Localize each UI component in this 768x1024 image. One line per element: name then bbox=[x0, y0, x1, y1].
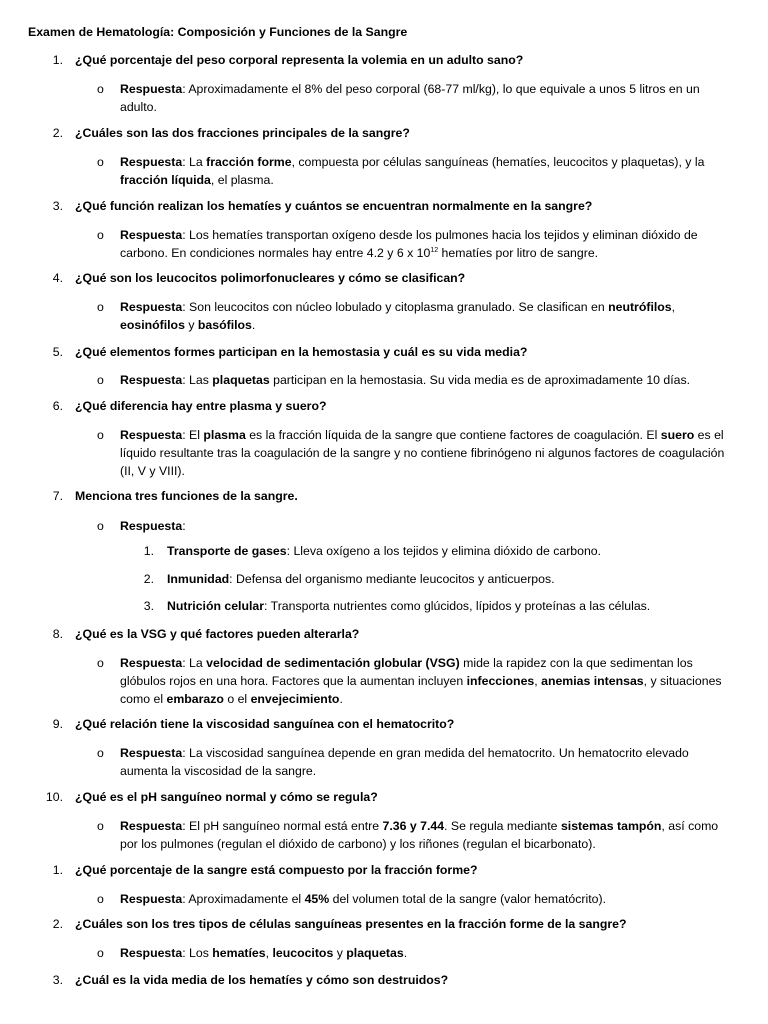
bold-term: plaquetas bbox=[212, 373, 270, 387]
question-text: ¿Cuáles son los tres tipos de células sanguíneas presentes en la fracción forme de la sangre? bbox=[75, 917, 627, 931]
question-number: 3. bbox=[52, 973, 63, 987]
answer-colon: : bbox=[182, 946, 190, 960]
answer-body bbox=[120, 153, 735, 189]
answer-text: hematíes por litro de sangre. bbox=[438, 246, 599, 260]
bold-term: anemias intensas bbox=[541, 674, 644, 688]
bold-term: velocidad de sedimentación globular (VSG) bbox=[206, 656, 460, 670]
question-text: ¿Qué es el pH sanguíneo normal y cómo se regula? bbox=[75, 790, 378, 804]
sub-number: 1. bbox=[143, 544, 154, 558]
answer-text: , y situaciones como el bbox=[120, 674, 722, 706]
answer-body bbox=[120, 298, 735, 334]
answer-text: . bbox=[339, 692, 343, 706]
answer-text: y bbox=[333, 946, 347, 960]
answer-text: Los hematíes transportan oxígeno desde los pulmones hacia los tejidos y eliminan dióxido de carbono. En condiciones normales hay entre 4.2 y 6 x 10 bbox=[120, 228, 698, 260]
bold-term: fracción líquida bbox=[120, 173, 211, 187]
answer-label: Respuesta bbox=[120, 656, 183, 670]
answer-label: Respuesta bbox=[120, 300, 183, 314]
answer-body bbox=[120, 817, 735, 853]
answer-label: Respuesta bbox=[120, 82, 183, 96]
answer-text: , bbox=[265, 946, 273, 960]
answer-text: , bbox=[534, 674, 542, 688]
question-text: ¿Qué diferencia hay entre plasma y suero? bbox=[75, 399, 327, 413]
bold-term: infecciones bbox=[466, 674, 535, 688]
superscript: 12 bbox=[430, 247, 439, 254]
bold-term: fracción forme bbox=[206, 155, 292, 169]
bullet-marker: o bbox=[97, 82, 104, 96]
bold-term: Transporte de gases bbox=[167, 544, 287, 558]
answer-body bbox=[120, 226, 735, 262]
answer-text: , así como por los pulmones (regulan el dióxido de carbono) y los riñones (regulan el bicarbonato). bbox=[120, 819, 719, 851]
answer-text: es la fracción líquida de la sangre que contiene factores de coagulación. El bbox=[245, 428, 661, 442]
answer-text: La bbox=[189, 656, 207, 670]
bullet-marker: o bbox=[97, 892, 104, 906]
sub-number: 2. bbox=[143, 572, 154, 586]
answer-text: Son leucocitos con núcleo lobulado y citoplasma granulado. Se clasifican en bbox=[189, 300, 609, 314]
answer-body bbox=[120, 426, 735, 480]
answer-colon: : bbox=[182, 228, 190, 242]
question-text: Menciona tres funciones de la sangre. bbox=[75, 489, 298, 503]
bullet-marker: o bbox=[97, 155, 104, 169]
bold-term: plaquetas bbox=[346, 946, 404, 960]
answer-body bbox=[120, 654, 735, 708]
question-text: ¿Qué relación tiene la viscosidad sanguínea con el hematocrito? bbox=[75, 717, 455, 731]
bold-term: plasma bbox=[203, 428, 246, 442]
answer-text: es el líquido resultante tras la coagulación de la sangre y no contiene fibrinógeno ni algunos factores de coagulación (II, V y VIII). bbox=[120, 428, 725, 478]
bold-term: leucocitos bbox=[272, 946, 334, 960]
bold-term: embarazo bbox=[166, 692, 224, 706]
sub-number: 3. bbox=[143, 599, 154, 613]
answer-body bbox=[120, 517, 735, 535]
answer-colon: : bbox=[182, 519, 186, 533]
bullet-marker: o bbox=[97, 946, 104, 960]
bold-term: hematíes bbox=[212, 946, 266, 960]
question-text: ¿Qué porcentaje de la sangre está compuesto por la fracción forme? bbox=[75, 863, 478, 877]
answer-text: : Lleva oxígeno a los tejidos y elimina dióxido de carbono. bbox=[286, 544, 602, 558]
answer-text: mide la rapidez con la que sedimentan los glóbulos rojos en una hora. Factores que la aumentan incluyen bbox=[120, 656, 693, 688]
answer-colon: : bbox=[182, 155, 190, 169]
bold-term: 45% bbox=[304, 892, 330, 906]
question-text: ¿Cuál es la vida media de los hematíes y cómo son destruidos? bbox=[75, 973, 449, 987]
question-number: 6. bbox=[52, 399, 63, 413]
document-title: Examen de Hematología: Composición y Funciones de la Sangre bbox=[28, 25, 408, 39]
answer-text: El bbox=[189, 428, 204, 442]
question-number: 2. bbox=[52, 917, 63, 931]
question-number: 7. bbox=[52, 489, 63, 503]
answer-text: del volumen total de la sangre (valor hematócrito). bbox=[329, 892, 607, 906]
question-text: ¿Qué es la VSG y qué factores pueden alterarla? bbox=[75, 627, 360, 641]
bold-term: suero bbox=[660, 428, 695, 442]
question-number: 4. bbox=[52, 271, 63, 285]
answer-colon: : bbox=[182, 428, 190, 442]
question-number: 1. bbox=[52, 53, 63, 67]
answer-body bbox=[120, 371, 735, 389]
question-text: ¿Qué porcentaje del peso corporal representa la volemia en un adulto sano? bbox=[75, 53, 524, 67]
answer-text: Aproximadamente el 8% del peso corporal (68-77 ml/kg), lo que equivale a unos 5 litros en un adulto. bbox=[120, 82, 700, 114]
bold-term: neutrófilos bbox=[608, 300, 672, 314]
answer-label: Respuesta bbox=[120, 428, 183, 442]
question-text: ¿Qué función realizan los hematíes y cuántos se encuentran normalmente en la sangre? bbox=[75, 199, 593, 213]
answer-body bbox=[120, 744, 735, 780]
bold-term: basófilos bbox=[197, 318, 252, 332]
question-number: 10. bbox=[45, 790, 63, 804]
answer-label: Respuesta bbox=[120, 746, 183, 760]
bullet-marker: o bbox=[97, 819, 104, 833]
question-text: ¿Cuáles son las dos fracciones principales de la sangre? bbox=[75, 126, 410, 140]
answer-label: Respuesta bbox=[120, 228, 183, 242]
answer-label: Respuesta bbox=[120, 519, 183, 533]
bullet-marker: o bbox=[97, 300, 104, 314]
answer-body bbox=[120, 80, 735, 116]
sub-body bbox=[167, 544, 601, 558]
answer-text: : Defensa del organismo mediante leucocitos y anticuerpos. bbox=[229, 572, 555, 586]
answer-colon: : bbox=[182, 82, 189, 96]
bullet-marker: o bbox=[97, 428, 104, 442]
answer-text: Los bbox=[189, 946, 213, 960]
answer-text: La bbox=[189, 155, 207, 169]
answer-label: Respuesta bbox=[120, 373, 183, 387]
answer-text: Aproximadamente el bbox=[188, 892, 305, 906]
answer-text: : Transporta nutrientes como glúcidos, lípidos y proteínas a las células. bbox=[264, 599, 651, 613]
answer-text: , bbox=[671, 300, 676, 314]
answer-text: . bbox=[251, 318, 256, 332]
bullet-marker: o bbox=[97, 656, 104, 670]
answer-text: Las bbox=[189, 373, 213, 387]
answer-body bbox=[120, 944, 735, 962]
answer-label: Respuesta bbox=[120, 155, 183, 169]
bold-term: 7.36 y 7.44 bbox=[382, 819, 445, 833]
answer-label: Respuesta bbox=[120, 892, 183, 906]
answer-colon: : bbox=[182, 892, 189, 906]
answer-text: participan en la hemostasia. Su vida media es de aproximadamente 10 días. bbox=[269, 373, 691, 387]
sub-body bbox=[167, 599, 650, 613]
bold-term: Inmunidad bbox=[167, 572, 230, 586]
answer-text: , el plasma. bbox=[210, 173, 274, 187]
bullet-marker: o bbox=[97, 746, 104, 760]
answer-label: Respuesta bbox=[120, 946, 183, 960]
question-number: 9. bbox=[52, 717, 63, 731]
sub-body bbox=[167, 572, 555, 586]
bold-term: Nutrición celular bbox=[167, 599, 265, 613]
question-number: 8. bbox=[52, 627, 63, 641]
answer-text: y bbox=[184, 318, 198, 332]
answer-body bbox=[120, 890, 735, 908]
answer-colon: : bbox=[182, 819, 190, 833]
answer-text: . bbox=[403, 946, 408, 960]
question-number: 2. bbox=[52, 126, 63, 140]
bullet-marker: o bbox=[97, 228, 104, 242]
question-text: ¿Qué son los leucocitos polimorfonucleares y cómo se clasifican? bbox=[75, 271, 466, 285]
answer-text: La viscosidad sanguínea depende en gran medida del hematocrito. Un hematocrito elevado aumenta la viscosidad de la sangre. bbox=[120, 746, 689, 778]
answer-text: El pH sanguíneo normal está entre bbox=[189, 819, 383, 833]
answer-colon: : bbox=[182, 746, 190, 760]
answer-colon: : bbox=[182, 300, 190, 314]
answer-colon: : bbox=[182, 656, 190, 670]
question-number: 1. bbox=[52, 863, 63, 877]
bullet-marker: o bbox=[97, 519, 104, 533]
question-text: ¿Qué elementos formes participan en la hemostasia y cuál es su vida media? bbox=[75, 345, 528, 359]
bullet-marker: o bbox=[97, 373, 104, 387]
question-number: 5. bbox=[52, 345, 63, 359]
bold-term: eosinófilos bbox=[120, 318, 185, 332]
bold-term: sistemas tampón bbox=[560, 819, 662, 833]
answer-text: o el bbox=[223, 692, 251, 706]
answer-label: Respuesta bbox=[120, 819, 183, 833]
question-number: 3. bbox=[52, 199, 63, 213]
bold-term: envejecimiento bbox=[250, 692, 340, 706]
answer-text: , compuesta por células sanguíneas (hematíes, leucocitos y plaquetas), y la bbox=[291, 155, 705, 169]
answer-text: . Se regula mediante bbox=[444, 819, 561, 833]
answer-colon: : bbox=[182, 373, 190, 387]
